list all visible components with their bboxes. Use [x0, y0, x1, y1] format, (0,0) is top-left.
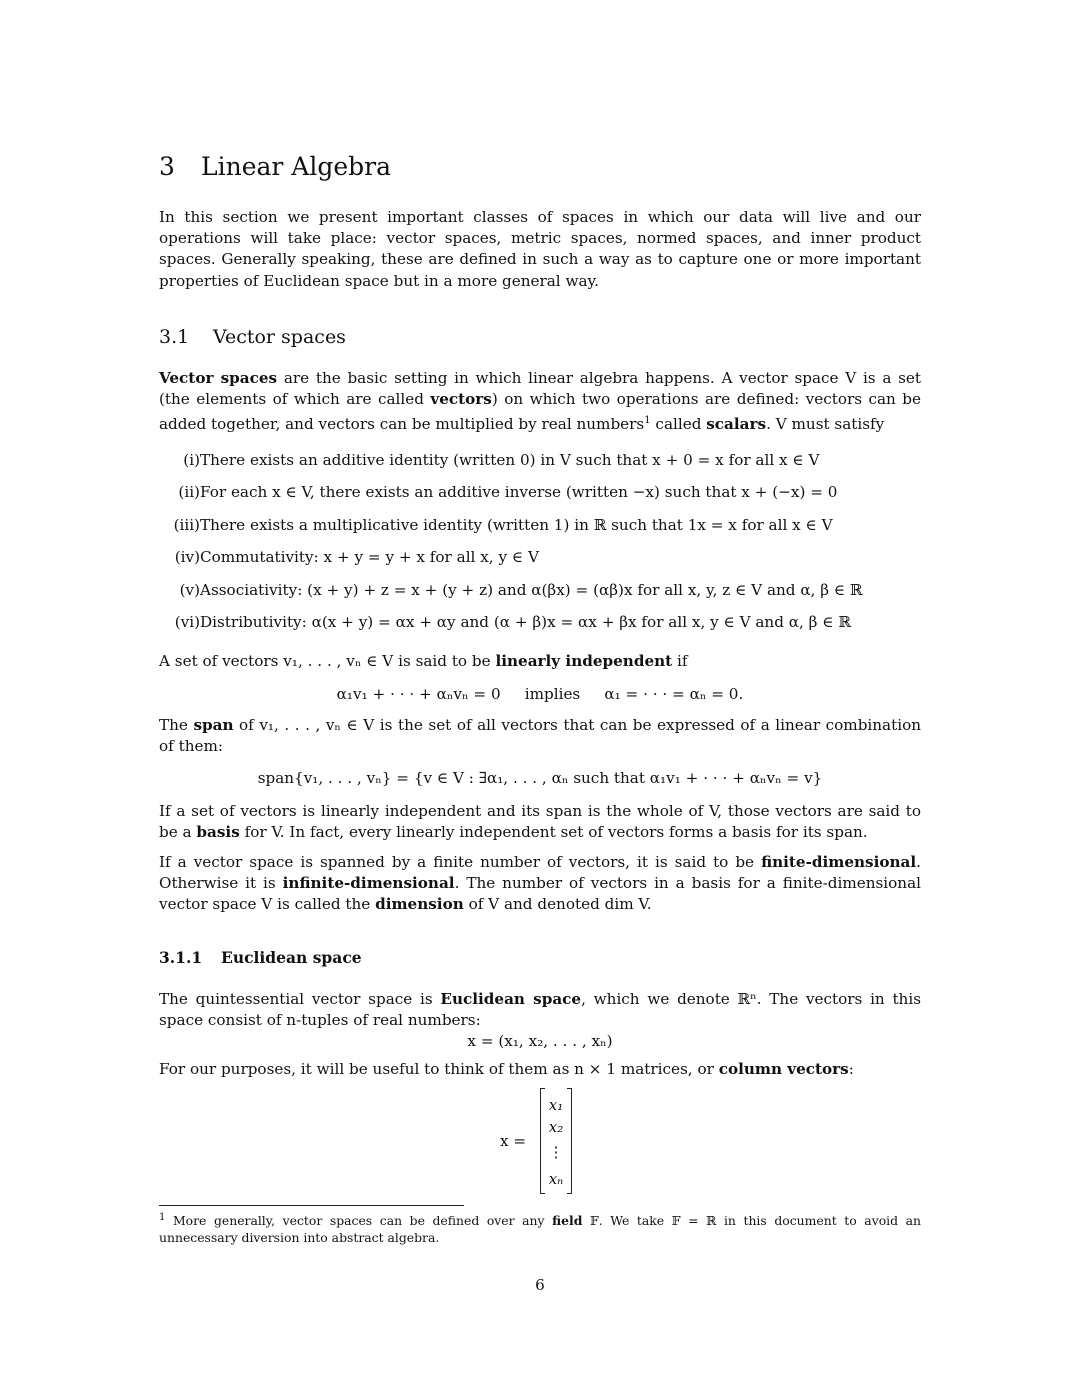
bracket-corner — [541, 1193, 545, 1194]
matrix-lhs: x = — [500, 1132, 527, 1150]
text-run: . V must satisfy — [766, 415, 885, 434]
column-vector-paragraph — [159, 1059, 921, 1080]
footnote — [159, 1209, 921, 1246]
axiom-item — [159, 580, 921, 601]
text-run: The quintessential vector space is — [159, 990, 441, 1008]
axiom-text: There exists a multiplicative identity (written 1) in ℝ such that 1x = x for all x ∈ V — [200, 516, 833, 534]
axiom-item — [159, 547, 921, 568]
text-run: called — [650, 415, 707, 434]
footnote-rule — [159, 1205, 464, 1206]
subsection-number: 3.1 — [159, 326, 190, 348]
term-infinite-dimensional: infinite-dimensional — [282, 874, 455, 893]
axiom-item — [159, 450, 921, 471]
term-field: field — [552, 1213, 583, 1229]
text-run: For our purposes, it will be useful to think of them as n × 1 matrices, or — [159, 1060, 719, 1078]
term-euclidean-space: Euclidean space — [440, 990, 582, 1008]
bracket-corner — [567, 1088, 571, 1089]
text-run: : — [848, 1060, 854, 1078]
matrix-entry: xₙ — [548, 1170, 564, 1188]
matrix-brackets — [540, 1088, 572, 1194]
term-span: span — [193, 716, 234, 734]
axiom-item — [159, 612, 921, 633]
section-number: 3 — [159, 152, 175, 181]
text-run: The — [159, 716, 194, 734]
term-vectors: vectors — [430, 390, 492, 409]
text-run: are the basic setting in which linear algebra happens. A vector space V is a set (the elements of which are called — [159, 369, 921, 409]
axiom-label: (vi) — [174, 613, 200, 631]
term-scalars: scalars — [706, 415, 767, 434]
axiom-item — [159, 482, 921, 503]
term-dimension: dimension — [375, 895, 464, 914]
linear-independence-paragraph — [159, 651, 921, 672]
text-run: A set of vectors v₁, . . . , vₙ ∈ V is said to be — [159, 652, 496, 670]
term-basis: basis — [196, 823, 240, 842]
term-column-vectors: column vectors — [718, 1060, 849, 1078]
term-finite-dimensional: finite-dimensional — [761, 853, 917, 871]
axiom-text: Commutativity: x + y = y + x for all x, y ∈ V — [200, 548, 539, 566]
linear-independence-equation: α₁v₁ + · · · + αₙvₙ = 0 implies α₁ = · · · = αₙ = 0. — [336, 685, 744, 703]
axiom-label: (ii) — [178, 483, 200, 501]
span-equation: span{v₁, . . . , vₙ} = {v ∈ V : ∃α₁, . . . , αₙ such that α₁v₁ + · · · + αₙvₙ = v} — [257, 769, 823, 787]
axiom-text: For each x ∈ V, there exists an additive inverse (written −x) such that x + (−x) = 0 — [200, 483, 838, 501]
text-run: ) on which two operations are defined: vectors can be added together, and vectors can be multiplied by real numbers — [159, 390, 921, 434]
text-run: 𝔽. We take 𝔽 = ℝ in this document to avoid an unnecessary diversion into abstract algebra. — [159, 1213, 921, 1246]
subsection-heading — [159, 324, 346, 350]
dimension-paragraph — [159, 852, 921, 916]
matrix-entry: ⋮ — [548, 1143, 564, 1161]
axiom-text: Associativity: (x + y) + z = x + (y + z) and α(βx) = (αβ)x for all x, y, z ∈ V and α, β ∈ ℝ — [200, 581, 863, 599]
subsection-title: Vector spaces — [213, 326, 346, 348]
text-run: for V. In fact, every linearly independent set of vectors forms a basis for its span. — [239, 823, 868, 842]
subsubsection-heading — [159, 947, 362, 969]
text-run: . The number of vectors in a basis for a finite-dimensional vector space V is called the — [159, 874, 921, 914]
page-number: 6 — [535, 1276, 545, 1294]
subsubsection-number: 3.1.1 — [159, 948, 203, 967]
axiom-item — [159, 515, 921, 536]
text-run: . Otherwise it is — [159, 853, 921, 893]
text-run: More generally, vector spaces can be defined over any — [165, 1213, 553, 1229]
axiom-text: There exists an additive identity (written 0) in V such that x + 0 = x for all x ∈ V — [200, 451, 820, 469]
matrix-entry: x₁ — [548, 1096, 564, 1114]
section-heading — [159, 150, 391, 184]
term-linearly-independent: linearly independent — [495, 652, 673, 670]
matrix-entry: x₂ — [548, 1118, 564, 1136]
euclidean-paragraph — [159, 989, 921, 1031]
axiom-label: (iii) — [173, 516, 200, 534]
axiom-label: (i) — [183, 451, 200, 469]
term-vector-spaces: Vector spaces — [159, 369, 278, 387]
section-title: Linear Algebra — [201, 152, 392, 181]
tuple-equation: x = (x₁, x₂, . . . , xₙ) — [467, 1032, 613, 1050]
axiom-label: (v) — [179, 581, 200, 599]
span-paragraph — [159, 715, 921, 757]
intro-paragraph: In this section we present important classes of spaces in which our data will live and our operations will take place: vector spaces, metric spaces, normed spaces, and inner product spaces. Generally speaking, these are defined in such a way as to capture one or more important properties of Euclidean space but in a more general way. — [159, 208, 921, 290]
axiom-label: (iv) — [174, 548, 200, 566]
subsubsection-title: Euclidean space — [221, 948, 362, 967]
footnote-number: 1 — [159, 1212, 166, 1223]
text-run: If a set of vectors is linearly independent and its span is the whole of V, those vectors are said to be a — [159, 802, 921, 842]
basis-paragraph — [159, 801, 921, 843]
bracket-corner — [541, 1088, 545, 1089]
text-run: of V and denoted dim V. — [463, 895, 652, 914]
bracket-corner — [567, 1193, 571, 1194]
text-run: If a vector space is spanned by a finite number of vectors, it is said to be — [159, 853, 762, 871]
text-run: , which we denote ℝⁿ. The vectors in this space consist of n-tuples of real numbers: — [159, 990, 921, 1030]
column-vector-matrix — [500, 1088, 590, 1198]
footnote-mark[interactable]: 1 — [644, 415, 651, 427]
text-run: if — [672, 652, 688, 670]
text-run: of v₁, . . . , vₙ ∈ V is the set of all vectors that can be expressed of a linear combination of them: — [159, 716, 921, 756]
vector-space-paragraph — [159, 368, 921, 436]
axiom-text: Distributivity: α(x + y) = αx + αy and (α + β)x = αx + βx for all x, y ∈ V and α, β ∈ ℝ — [200, 613, 851, 631]
